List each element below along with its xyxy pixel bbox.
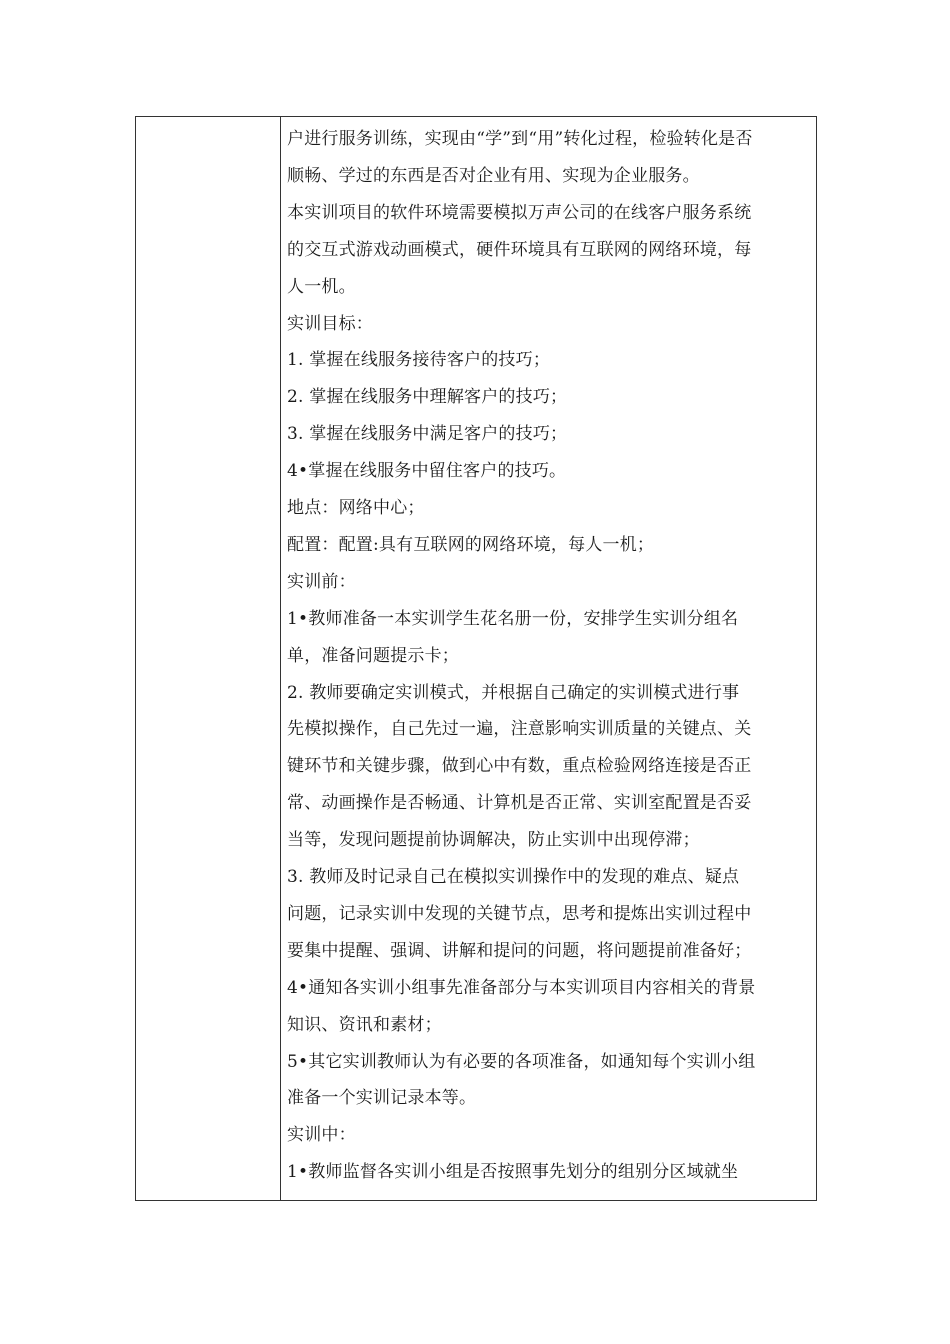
text-line: 户进行服务训练，实现由“学”到“用”转化过程，检验转化是否 — [287, 129, 753, 149]
text-line: 键环节和关键步骤，做到心中有数，重点检验网络连接是否正 — [287, 756, 752, 777]
text-line: 先模拟操作，自己先过一遍，注意影响实训质量的关键点、关 — [287, 719, 752, 740]
text-line: 2. 教师要确定实训模式，并根据自己确定的实训模式进行事 — [287, 682, 740, 703]
text-line: 准备一个实训记录本等。 — [287, 1088, 477, 1109]
text-line: 常、动画操作是否畅通、计算机是否正常、实训室配置是否妥 — [287, 793, 752, 814]
text-line: 本实训项目的软件环境需要模拟万声公司的在线客户服务系统 — [287, 202, 752, 223]
text-line: 知识、资讯和素材； — [287, 1014, 442, 1035]
text-line: 配置：配置:具有互联网的网络环境，每人一机； — [287, 534, 655, 555]
text-line: 5•其它实训教师认为有必要的各项准备，如通知每个实训小组 — [287, 1051, 756, 1072]
text-line: 2. 掌握在线服务中理解客户的技巧； — [287, 387, 568, 408]
text-line: 1•教师监督各实训小组是否按照事先划分的组别分区域就坐 — [287, 1162, 739, 1183]
text-line: 地点：网络中心； — [287, 498, 425, 518]
document-table — [135, 116, 817, 1201]
text-line: 顺畅、学过的东西是否对企业有用、实现为企业服务。 — [287, 165, 700, 186]
text-line: 3. 教师及时记录自己在模拟实训操作中的发现的难点、疑点 — [287, 867, 740, 887]
text-line: 4•通知各实训小组事先准备部分与本实训项目内容相关的背景 — [287, 977, 756, 998]
text-line: 要集中提醒、强调、讲解和提问的问题，将问题提前准备好； — [287, 940, 752, 961]
text-line: 4•掌握在线服务中留住客户的技巧。 — [287, 461, 567, 482]
text-line: 3. 掌握在线服务中满足客户的技巧； — [287, 424, 568, 445]
text-line: 1•教师准备一本实训学生花名册一份，安排学生实训分组名 — [287, 608, 739, 629]
text-line: 1. 掌握在线服务接待客户的技巧； — [287, 350, 551, 371]
text-line: 人一机。 — [287, 276, 356, 297]
table-left-cell — [136, 117, 281, 1200]
text-line: 实训前： — [287, 571, 356, 592]
text-line: 的交互式游戏动画模式，硬件环境具有互联网的网络环境，每 — [287, 239, 752, 260]
text-line: 问题，记录实训中发现的关键节点，思考和提炼出实训过程中 — [287, 903, 752, 924]
text-line: 实训中： — [287, 1125, 356, 1146]
text-line: 单，准备问题提示卡； — [287, 645, 459, 666]
text-line: 当等，发现问题提前协调解决，防止实训中出现停滞； — [287, 830, 700, 851]
text-line: 实训目标： — [287, 313, 373, 334]
